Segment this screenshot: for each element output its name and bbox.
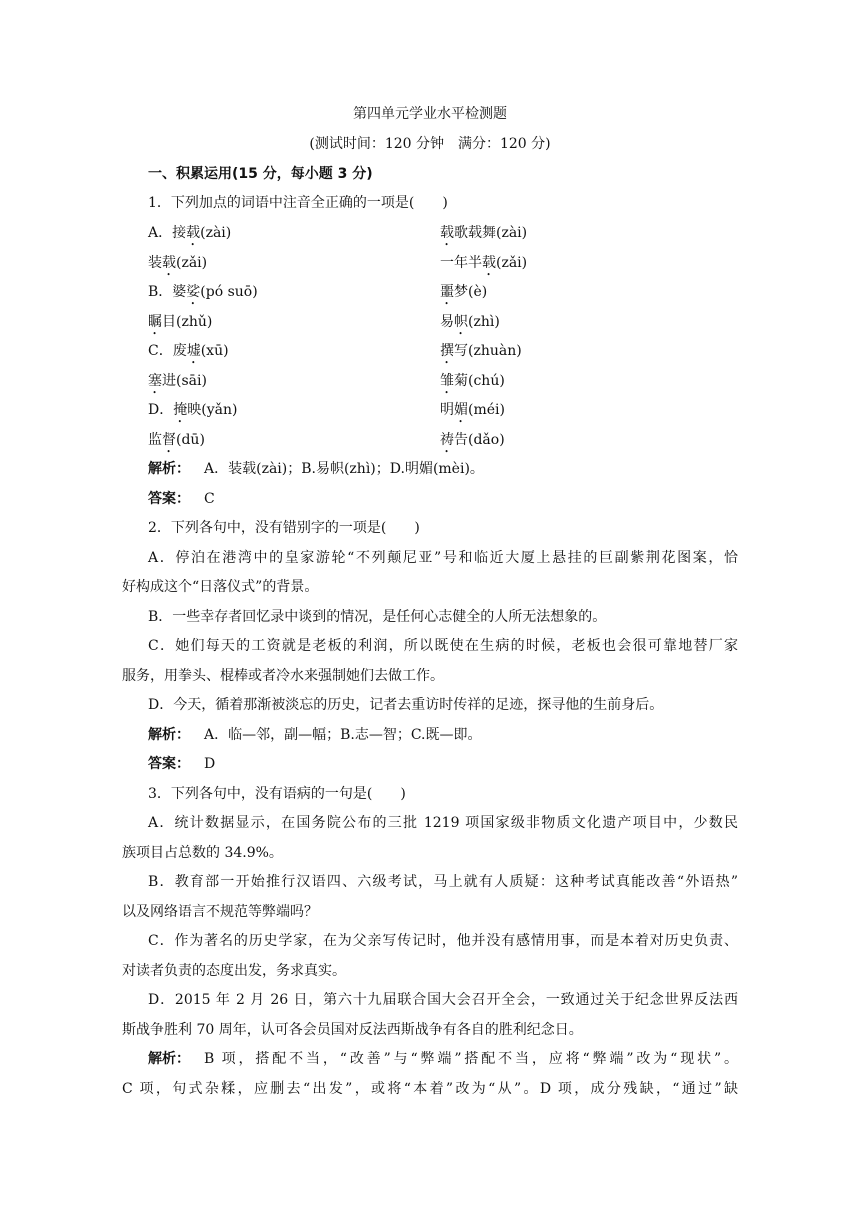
text: 明 (440, 402, 454, 418)
analysis-text: A．装载(zài)；B.易帜(zhì)；D.明媚(mèi)。 (204, 461, 484, 477)
dotted-char: 祷 (440, 432, 454, 448)
text: (zài) (200, 225, 232, 241)
text: 进(sāi) (162, 373, 207, 389)
q3-option-c-line2: 对读者负责的态度出发，务求真实。 (122, 963, 346, 979)
dotted-char: 噩 (440, 284, 454, 300)
dotted-char: 塞 (148, 373, 162, 389)
q3-analysis-line1 (148, 1049, 738, 1069)
text: 易 (440, 314, 454, 330)
q2-analysis (148, 725, 482, 745)
text: 监 (148, 432, 162, 448)
dotted-char: 帜 (454, 314, 468, 330)
q3-analysis-line2: C 项，句式杂糅，应删去“出发”，或将“本着”改为“从”。D 项，成分残缺，“通过”缺 (122, 1081, 738, 1097)
q1-option-b-3 (148, 312, 212, 338)
text: (pó suō) (200, 284, 258, 300)
text: 映(yǎn) (187, 402, 238, 418)
q1-answer (148, 489, 215, 509)
q3-option-d-line2: 斯战争胜利 70 周年，认可各会员国对反法西斯战争有各自的胜利纪念日。 (122, 1022, 583, 1038)
q1-option-b-2 (440, 282, 487, 308)
analysis-label: 解析： (148, 727, 190, 743)
answer-text: D (204, 756, 216, 772)
q2-option-b: B．一些幸存者回忆录中谈到的情况，是任何心志健全的人所无法想象的。 (148, 609, 607, 625)
q1-analysis (148, 459, 484, 479)
q1-option-a-3 (148, 253, 207, 279)
dotted-char: 督 (162, 432, 176, 448)
q3-option-c-line1: C．作为著名的历史学家，在为父亲写传记时，他并没有感情用事，而是本着对历史负责、 (148, 933, 738, 949)
section-heading: 一、积累运用(15 分，每小题 3 分) (148, 166, 373, 182)
q1-option-c-1 (148, 341, 229, 367)
q3-option-a-line1: A．统计数据显示，在国务院公布的三批 1219 项国家级非物质文化遗产项目中，少数民 (148, 815, 738, 831)
page-title: 第四单元学业水平检测题 (353, 106, 507, 122)
q1-option-c-2 (440, 341, 522, 367)
analysis-label: 解析： (148, 1051, 190, 1067)
answer-label: 答案： (148, 491, 190, 507)
text: C．废 (148, 343, 187, 359)
q3-option-b-line2: 以及网络语言不规范等弊端吗？ (122, 904, 318, 920)
analysis-text: A．临—邻，副—幅；B.志—智；C.既—即。 (204, 727, 482, 743)
text: (zǎi) (496, 255, 528, 271)
q3-option-d-line1: D．2015 年 2 月 26 日，第六十九届联合国大会召开全会，一致通过关于纪念世界反法西 (148, 992, 738, 1008)
text: (xū) (200, 343, 229, 359)
text: (zǎi) (176, 255, 208, 271)
q2-option-a-line1: A．停泊在港湾中的皇家游轮“不列颠尼亚”号和临近大厦上悬挂的巨副紫荆花图案，恰 (148, 550, 738, 566)
q1-option-b-1 (148, 282, 258, 308)
q2-option-c-line1: C．她们每天的工资就是老板的利润，所以既使在生病的时候，老板也会很可靠地替厂家 (148, 638, 738, 654)
q2-option-a-line2: 好构成这个“日落仪式”的背景。 (122, 579, 319, 595)
q1-stem: 1．下列加点的词语中注音全正确的一项是( ) (148, 195, 448, 211)
text: B．婆 (148, 284, 187, 300)
q3-option-b-line1: B．教育部一开始推行汉语四、六级考试，马上就有人质疑：这种考试真能改善“外语热” (148, 874, 738, 890)
q1-option-a-1 (148, 223, 231, 249)
text: 告(dǎo) (454, 432, 505, 448)
text: 梦(è) (454, 284, 488, 300)
q3-option-a-line2: 族项目占总数的 34.9%。 (122, 845, 283, 861)
text: 菊(chú) (454, 373, 505, 389)
dotted-char: 载 (162, 255, 176, 271)
analysis-text: B 项，搭配不当，“改善”与“弊端”搭配不当，应将“弊端”改为“现状”。 (204, 1051, 738, 1067)
text: A．接 (148, 225, 187, 241)
analysis-label: 解析： (148, 461, 190, 477)
dotted-char: 媚 (454, 402, 468, 418)
answer-label: 答案： (148, 756, 190, 772)
dotted-char: 雏 (440, 373, 454, 389)
q2-option-d: D．今天，循着那渐被淡忘的历史，记者去重访时传祥的足迹，探寻他的生前身后。 (148, 697, 664, 713)
q3-stem: 3．下列各句中，没有语病的一句是( ) (148, 786, 406, 802)
q1-option-d-2 (440, 400, 505, 426)
text: 歌载舞(zài) (454, 225, 528, 241)
q1-option-c-3 (148, 371, 207, 397)
text: 写(zhuàn) (454, 343, 522, 359)
answer-text: C (204, 491, 215, 507)
q1-option-d-4 (440, 430, 505, 456)
dotted-char: 载 (186, 225, 201, 241)
dotted-char: 撰 (440, 343, 454, 359)
text: 一年半 (440, 255, 482, 271)
q1-option-c-4 (440, 371, 505, 397)
q2-answer (148, 754, 215, 774)
dotted-char: 掩 (173, 402, 188, 418)
text: (méi) (468, 402, 505, 418)
dotted-char: 墟 (186, 343, 201, 359)
dotted-char: 载 (482, 255, 496, 271)
q1-option-a-2 (440, 223, 527, 249)
text: 目(zhǔ) (162, 314, 213, 330)
text: 装 (148, 255, 162, 271)
dotted-char: 娑 (186, 284, 201, 300)
test-info: (测试时间：120 分钟 满分：120 分) (309, 136, 551, 152)
q1-option-d-1 (148, 400, 237, 426)
dotted-char: 瞩 (148, 314, 162, 330)
text: (zhì) (468, 314, 500, 330)
q2-option-c-line2: 服务，用拳头、棍棒或者冷水来强制她们去做工作。 (122, 668, 444, 684)
dotted-char: 载 (440, 225, 454, 241)
text: D． (148, 402, 174, 418)
q2-stem: 2．下列各句中，没有错别字的一项是( ) (148, 520, 420, 536)
text: (dū) (176, 432, 205, 448)
q1-option-b-4 (440, 312, 500, 338)
q1-option-d-3 (148, 430, 205, 456)
q1-option-a-4 (440, 253, 527, 279)
